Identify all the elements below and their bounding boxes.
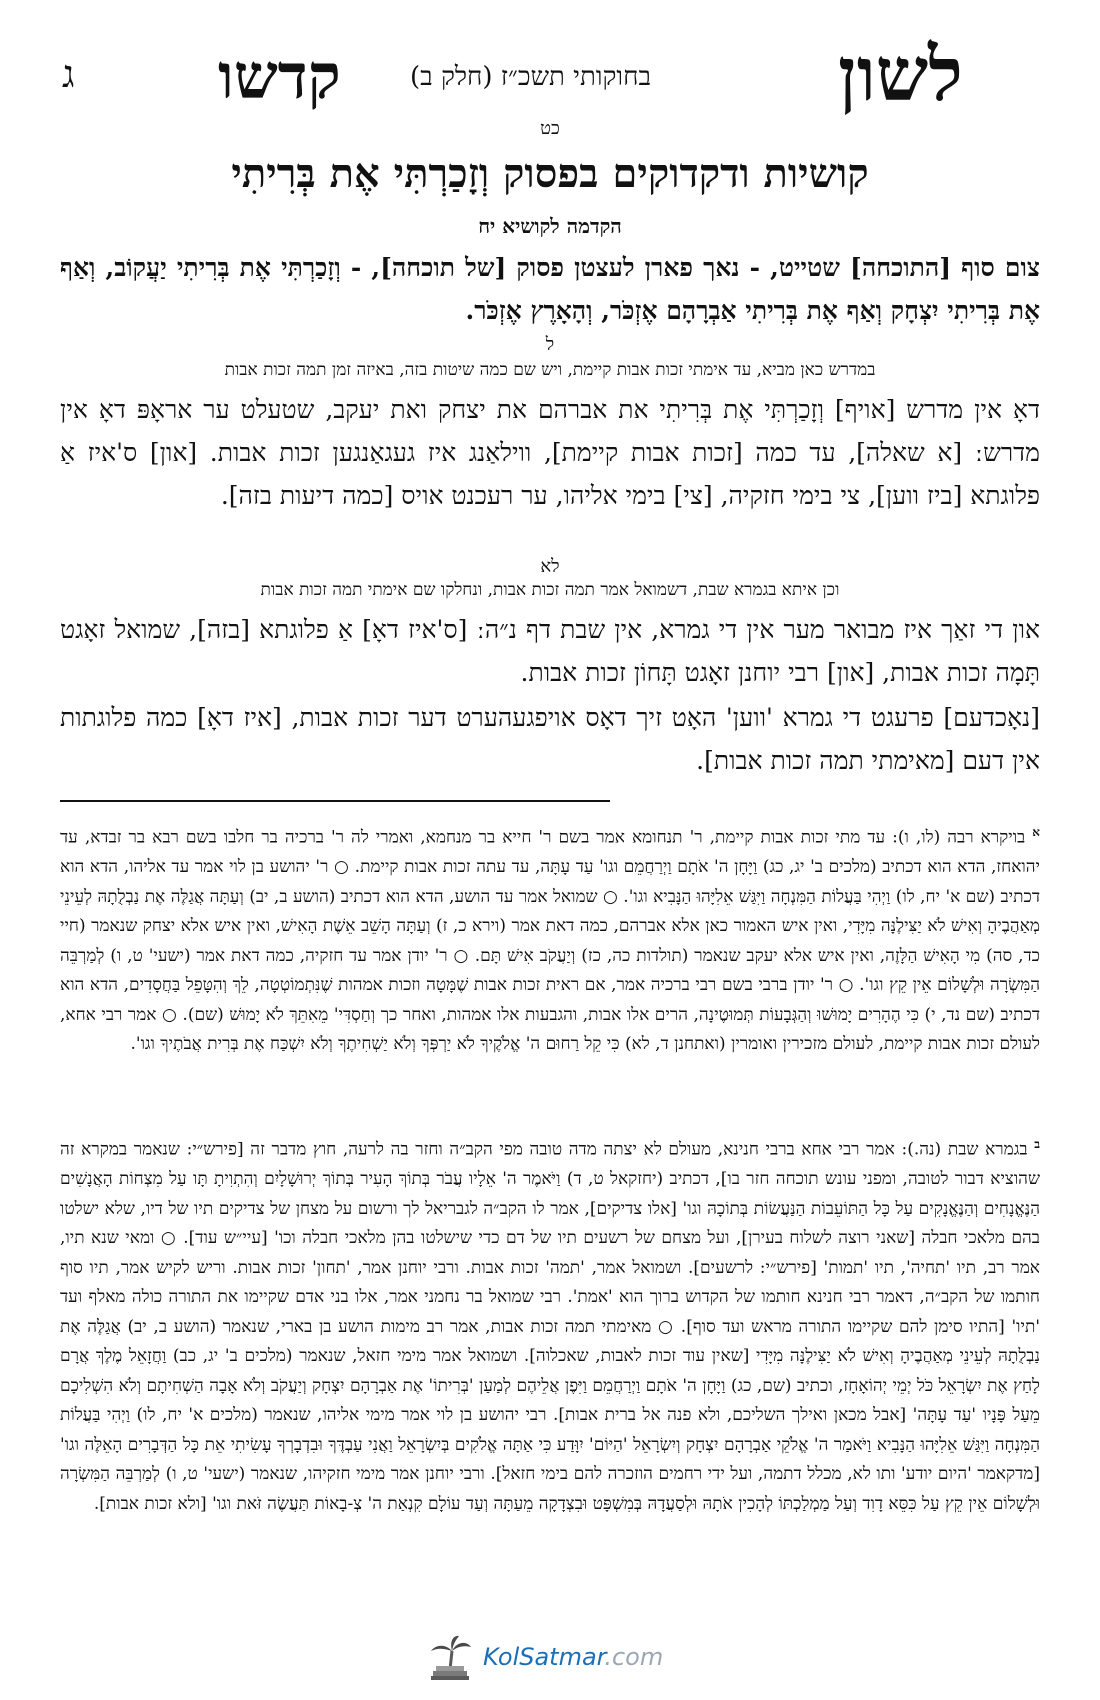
running-title-right: לשון: [838, 32, 963, 118]
footnote-text: בויקרא רבה (לו, ו): עד מתי זכות אבות קיימת, ר' תנחומא אמר בשם ר' חייא בר מנחמא, ואמרי לה ר' ברכיה בר חלבו בשם רבא בר זבדא, עד יהואחז, הדא הוא דכתיב (מלכים ב' יג, כג) וַיָּחָן ה' אֹתָם וַיְרַחֲמֵם וגו' עַד עָתָּה, עד עתה זכות אבות קיימת. ○ ר' יהושע בן לוי אמר עד אליהו, הדא הוא דכתיב (שם א' יח, לו) וַיְהִי בַּעֲלוֹת הַמִּנְחָה וַיִּגַּשׁ אֵלִיָּהוּ הַנָּבִיא וגו'. ○ שמואל אמר עד הושע, הדא הוא דכתיב (הושע ב, יב) וְעַתָּה אֲגַלֶּה אֶת נַבְלֻתָהּ לְעֵינֵי מְאַהֲבֶיהָ וְאִישׁ לֹא יַצִּילֶנָּה מִיָּדִי, ואין איש האמור כאן אלא אברהם, כמה דאת אמר (וירא כ, ז) וְעַתָּה הָשֵׁב אֵשֶׁת הָאִישׁ, ואין איש אלא יצחק שנאמר (חיי כד, סה) מִי הָאִישׁ הַלָּזֶה, ואין איש אלא יעקב שנאמר (תולדות כה, כז) וְיַעֲקֹב אִישׁ תָּם. ○ ר' יודן אמר עד חזקיה, כמה דאת אמר (ישעי' ט, ו) לְמַרְבֵּה הַמִּשְׂרָה וּלְשָׁלוֹם אֵין קֵץ וגו'. ○ ר' יודן ברבי בשם רבי ברכיה אמר, אם ראית זכות אבות שֶׁמָּטָה וזכות אמהות שֶׁנִּתְמוֹטְטָה, לֵךְ וְהִטָּפֵל בַּחֲסָדִים, הדא הוא דכתיב (שם נד, י) כִּי הֶהָרִים יָמוּשׁוּ וְהַגְּבָעוֹת תְּמוּטֶינָה, הרים אלו אבות, והגבעות אלו אמהות, ואחר כך וְחַסְדִּי' מֵאִתֵּךְ לֹא יָמוּשׁ (שם). ○ אמר רבי אחא, לעולם זכות אבות קיימת, לעולם מזכירין ואומרין (ואתחנן ד, לא) כִּי קֵל רַחוּם ה' אֱלֹקֶיךָ לֹא יַרְפְּךָ וְלֹא יַשְׁחִיתֶךָ וְלֹא יִשְׁכַּח אֶת בְּרִית אֲבֹתֶיךָ וגו'.: [60, 827, 1040, 1055]
watermark-text: [483, 1643, 663, 1671]
section-title: קושיות ודקדוקים בפסוק וְזָכַרְתִּי אֶת בְּרִיתִי: [231, 150, 869, 197]
page-number-letter: ג: [62, 52, 75, 96]
footnote-separator: [60, 800, 610, 802]
running-header-center: בחוקותי תשכ״ז (חלק ב): [410, 62, 651, 92]
section-subtitle: הקדמה לקושיא יח: [478, 214, 622, 238]
body-paragraph: [נאָכדעם] פרעגט די גמרא 'ווען' האָט זיך דאָס אויפגעהערט דער זכות אבות, [איז דאָ] כמה פלוגתות אין דעם [מאימתי תמה זכות אבות].: [60, 703, 1040, 775]
footnote-text: בגמרא שבת (נה.): אמר רבי אחא ברבי חנינא, מעולם לא יצתה מדה טובה מפי הקב״ה וחזר בה לרעה, חוץ מדבר זה [פירש״י: שנאמר במקרא זה שהוציא דבור לטובה, ומפני עונש תוכחה חזר בו], דכתיב (יחזקאל ט, ד) וַיֹּאמֶר ה' אֵלָיו עֲבֹר בְּתוֹךְ הָעִיר בְּתוֹךְ יְרוּשָׁלָיִם וְהִתְוִיתָ תָּו עַל מִצְחוֹת הָאֲנָשִׁים הַנֶּאֱנָחִים וְהַנֶּאֱנָקִים עַל כָּל הַתּוֹעֵבוֹת הַנַּעֲשׂוֹת בְּתוֹכָהּ וגו' [אלו צדיקים], אמר לו הקב״ה לגבריאל לך ורשום על מצחן של צדיקים תיו של דיו, שלא ישלטו בהם מלאכי חבלה [שאני רוצה לשלוח בעירן], ועל מצחם של רשעים תיו של דם כדי שישלטו בהן מלאכי חבלה וכו' [עיי״ש עוד]. ○ ומאי שנא תיו, אמר רב, תיו 'תחיה', תיו 'תמות' [פירש״י: לרשעים]. ושמואל אמר, 'תמה' זכות אבות. ורבי יוחנן אמר, 'תחון' זכות אבות. וריש לקיש אמר, תיו סוף חותמו של הקב״ה, דאמר רבי חנינא חותמו של הקדוש ברוך הוא 'אמת'. רבי שמואל בר נחמני אמר, אלו בני אדם שקיימו את התורה כולה מאלף ועד 'תיו' [התיו סימן להם שקיימו התורה מראש ועד סוף]. ○ מאימתי תמה זכות אבות, אמר רב מימות הושע בן בארי, שנאמר (הושע ב, יב) אֲגַלֶּה אֶת נַבְלֻתָהּ לְעֵינֵי מְאַהֲבֶיהָ וְאִישׁ לֹא יַצִּילֶנָּה מִיָּדִי [שאין עוד זכות לאבות, שאכלוה]. ושמואל אמר מימי חזאל, שנאמר (מלכים ב' יג, כב) וַחֲזָאֵל מֶלֶךְ אֲרָם לָחַץ אֶת יִשְׂרָאֵל כֹּל יְמֵי יְהוֹאָחָז, וכתיב (שם, כג) וַיָּחָן ה' אֹתָם וַיְרַחֲמֵם וַיִּפֶן אֲלֵיהֶם לְמַעַן 'בְּרִיתוֹ' אֶת אַבְרָהָם יִצְחָק וְיַעֲקֹב וְלֹא אָבָה הַשְׁחִיתָם וְלֹא הִשְׁלִיכָם מֵעַל פָּנָיו 'עַד עָתָּה' [אבל מכאן ואילך השליכם, ולא פנה אל ברית אבות]. רבי יהושע בן לוי אמר מימי אליהו, שנאמר (מלכים א' יח, לו) וַיְהִי בַּעֲלוֹת הַמִּנְחָה וַיִּגַּשׁ אֵלִיָּהוּ הַנָּבִיא וַיֹּאמַר ה' אֱלֹקֵי אַבְרָהָם יִצְחָק וְיִשְׂרָאֵל 'הַיּוֹם' יִוָּדַע כִּי אַתָּה אֱלֹקִים בְּיִשְׂרָאֵל וַאֲנִי עַבְדֶּךָ וּבִדְבָרְךָ עָשִׂיתִי אֵת כָּל הַדְּבָרִים הָאֵלֶּה וגו' [מדקאמר 'היום יודע' ותו לא, מכלל דתמה, ועל ידי רחמים הוזכרה להם בימי חזאל]. ורבי יוחנן אמר מימי חזקיהו, שנאמר (ישעי' ט, ו) לְמַרְבֵּה הַמִּשְׂרָה וּלְשָׁלוֹם אֵין קֵץ עַל כִּסֵּא דָוִד וְעַל מַמְלַכְתּוֹ לְהָכִין אֹתָהּ וּלְסַעֲדָהּ בְּמִשְׁפָּט וּבִצְדָקָה מֵעַתָּה וְעַד עוֹלָם קִנְאַת ה' צְ-בָאוֹת תַּעֲשֶׂה זֹּאת וגו' [ולא זכות אבות].: [60, 1139, 1040, 1514]
body-paragraph: צום סוף [התוכחה] שטייט, - נאך פארן לעצטן פסוק [של תוכחה], - וְזָכַרְתִּי אֶת בְּרִיתִי יַעֲקוֹב, וְאַף אֶת בְּרִיתִי יִצְחָק וְאַף אֶת בְּרִיתִי אַבְרָהָם אֶזְכֹּר, וְהָאָרֶץ אֶזְכֹּר.: [60, 253, 1040, 325]
section-number: כט: [540, 118, 560, 139]
site-watermark: [425, 1633, 664, 1683]
watermark-brand: KolSatmar: [483, 1643, 605, 1671]
body-paragraph: דאָ אין מדרש [אויף] וְזָכַרְתִּי אֶת בְּרִיתִי את אברהם את יצחק ואת יעקב, שטעלט ער אראָפּ דאָ אין מדרשː [א שאלה], עד כמה [זכות אבות קיימת], ווילאַנג איז געגאַנגען זכות אבות. [און] ס'איז אַ פלוגתא [ביז ווען], צי בימי חזקיה, [צי] בימי אליהו, ער רעכנט אויס [כמה דיעות בזה].: [60, 395, 1040, 510]
section-number: ל: [545, 334, 555, 355]
footnote: [60, 1130, 1040, 1519]
section-summary-note: וכן איתא בגמרא שבת, דשמואל אמר תמה זכות אבות, ונחלקו שם אימתי תמה זכות אבות: [260, 580, 840, 600]
running-title-left: קדשו: [218, 40, 341, 113]
footnote-mark: א: [1032, 825, 1041, 839]
body-paragraph: און די זאַך איז מבואר מער אין די גמרא, אין שבת דף נ״הː [ס'איז דאָ] אַ פלוגתא [בזה], שמואל זאָגט תָּמָה זכות אבות, [און] רבי יוחנן זאָגט תָּחוֹן זכות אבות.: [60, 615, 1040, 687]
footnote: [60, 818, 1040, 1060]
palm-tree-books-icon: [425, 1633, 475, 1683]
section-summary-note: במדרש כאן מביא, עד אימתי זכות אבות קיימת, ויש שם כמה שיטות בזה, באיזה זמן תמה זכות אבות: [224, 360, 876, 380]
footnote-mark: ב: [1034, 1137, 1040, 1151]
section-number: לא: [540, 556, 560, 577]
watermark-domain: .com: [604, 1643, 664, 1671]
